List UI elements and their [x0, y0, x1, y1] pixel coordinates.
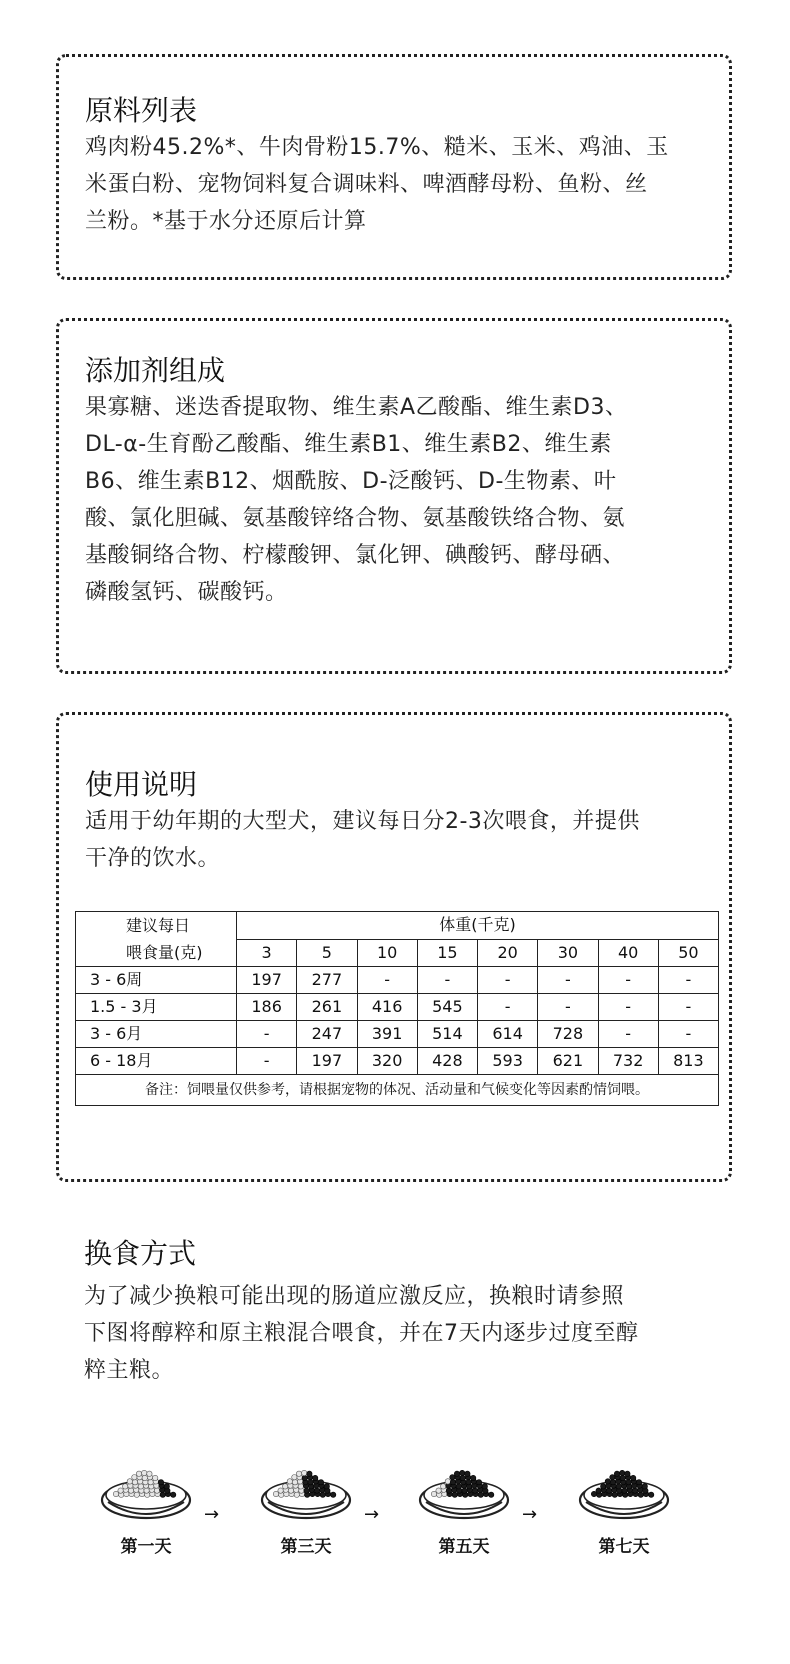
amount-cell: 593: [478, 1048, 538, 1075]
arrow-icon: →: [364, 1504, 380, 1525]
weight-cell: 20: [478, 939, 538, 967]
ingredients-panel: [56, 54, 732, 280]
additives-line: 果寡糖、迷迭香提取物、维生素A乙酸酯、维生素D3、: [85, 395, 628, 420]
weight-cell: 40: [598, 939, 658, 967]
arrow-icon: →: [204, 1504, 220, 1525]
switching-section: [84, 1236, 724, 1389]
amount-cell: 416: [357, 994, 417, 1021]
additives-panel: [56, 318, 732, 674]
amount-cell: 197: [237, 967, 297, 994]
table-row: [76, 1048, 719, 1075]
food-bowl-icon: [418, 1456, 510, 1522]
corner-line: 喂食量(克): [126, 943, 203, 962]
step-day1: [96, 1456, 196, 1557]
weight-cell: 5: [297, 939, 357, 967]
additives-line: 基酸铜络合物、柠檬酸钾、氯化钾、碘酸钙、酵母硒、: [85, 543, 626, 568]
switching-steps: [0, 1456, 790, 1576]
amount-cell: 428: [417, 1048, 477, 1075]
weight-cell: 30: [538, 939, 598, 967]
ingredients-title: 原料列表: [85, 94, 198, 127]
usage-panel: [56, 712, 732, 1182]
feeding-table: [75, 911, 719, 1106]
amount-cell: -: [658, 1021, 718, 1048]
amount-cell: 614: [478, 1021, 538, 1048]
additives-title: 添加剂组成: [85, 354, 226, 387]
corner-line: 建议每日: [126, 916, 191, 935]
weight-header: 体重(千克): [237, 912, 719, 940]
amount-cell: -: [478, 994, 538, 1021]
usage-line: 适用于幼年期的大型犬，建议每日分2-3次喂食，并提供: [85, 809, 640, 834]
food-bowl-icon: [578, 1456, 670, 1522]
amount-cell: 320: [357, 1048, 417, 1075]
amount-cell: -: [417, 967, 477, 994]
step-label: 第一天: [120, 1537, 172, 1557]
step-label: 第七天: [598, 1537, 650, 1557]
amount-cell: -: [658, 967, 718, 994]
amount-cell: -: [598, 1021, 658, 1048]
table-row: [76, 967, 719, 994]
amount-cell: 186: [237, 994, 297, 1021]
amount-cell: 732: [598, 1048, 658, 1075]
amount-cell: 391: [357, 1021, 417, 1048]
step-day7: [574, 1456, 674, 1557]
step-label: 第五天: [438, 1537, 490, 1557]
ingredients-line: 米蛋白粉、宠物饲料复合调味料、啤酒酵母粉、鱼粉、丝: [85, 172, 648, 197]
amount-cell: -: [658, 994, 718, 1021]
weight-cell: 10: [357, 939, 417, 967]
amount-cell: -: [538, 967, 598, 994]
ingredients-line: 鸡肉粉45.2%*、牛肉骨粉15.7%、糙米、玉米、鸡油、玉: [85, 135, 669, 160]
amount-cell: -: [237, 1048, 297, 1075]
weight-cell: 3: [237, 939, 297, 967]
weight-cell: 50: [658, 939, 718, 967]
amount-cell: 197: [297, 1048, 357, 1075]
switching-line: 粹主粮。: [84, 1358, 175, 1383]
amount-cell: -: [478, 967, 538, 994]
amount-cell: -: [598, 994, 658, 1021]
table-row: [76, 1021, 719, 1048]
ingredients-line: 兰粉。*基于水分还原后计算: [85, 209, 367, 234]
amount-cell: 261: [297, 994, 357, 1021]
amount-cell: 514: [417, 1021, 477, 1048]
usage-line: 干净的饮水。: [85, 846, 221, 871]
age-cell: 6 - 18月: [76, 1048, 237, 1075]
table-corner-header: [76, 912, 237, 967]
weight-cell: 15: [417, 939, 477, 967]
step-label: 第三天: [280, 1537, 332, 1557]
arrow-icon: →: [522, 1504, 538, 1525]
step-day3: [256, 1456, 356, 1557]
usage-title: 使用说明: [85, 768, 198, 801]
amount-cell: 813: [658, 1048, 718, 1075]
switching-title: 换食方式: [84, 1237, 197, 1270]
age-cell: 3 - 6月: [76, 1021, 237, 1048]
age-cell: 3 - 6周: [76, 967, 237, 994]
age-cell: 1.5 - 3月: [76, 994, 237, 1021]
amount-cell: 728: [538, 1021, 598, 1048]
food-bowl-icon: [100, 1456, 192, 1522]
additives-line: 磷酸氢钙、碳酸钙。: [85, 580, 288, 605]
table-note-row: [76, 1075, 719, 1106]
step-day5: [414, 1456, 514, 1557]
switching-line: 下图将醇粹和原主粮混合喂食，并在7天内逐步过度至醇: [84, 1321, 639, 1346]
additives-line: 酸、氯化胆碱、氨基酸锌络合物、氨基酸铁络合物、氨: [85, 506, 626, 531]
amount-cell: 247: [297, 1021, 357, 1048]
amount-cell: -: [598, 967, 658, 994]
amount-cell: -: [357, 967, 417, 994]
table-header-row: [76, 912, 719, 940]
additives-line: DL-α-生育酚乙酸酯、维生素B1、维生素B2、维生素: [85, 432, 612, 457]
additives-line: B6、维生素B12、烟酰胺、D-泛酸钙、D-生物素、叶: [85, 469, 617, 494]
table-row: [76, 994, 719, 1021]
switching-line: 为了减少换粮可能出现的肠道应激反应，换粮时请参照: [84, 1284, 625, 1309]
amount-cell: -: [538, 994, 598, 1021]
table-note: 备注：饲喂量仅供参考，请根据宠物的体况、活动量和气候变化等因素酌情饲喂。: [76, 1075, 719, 1106]
food-bowl-icon: [260, 1456, 352, 1522]
amount-cell: -: [237, 1021, 297, 1048]
amount-cell: 277: [297, 967, 357, 994]
amount-cell: 621: [538, 1048, 598, 1075]
amount-cell: 545: [417, 994, 477, 1021]
